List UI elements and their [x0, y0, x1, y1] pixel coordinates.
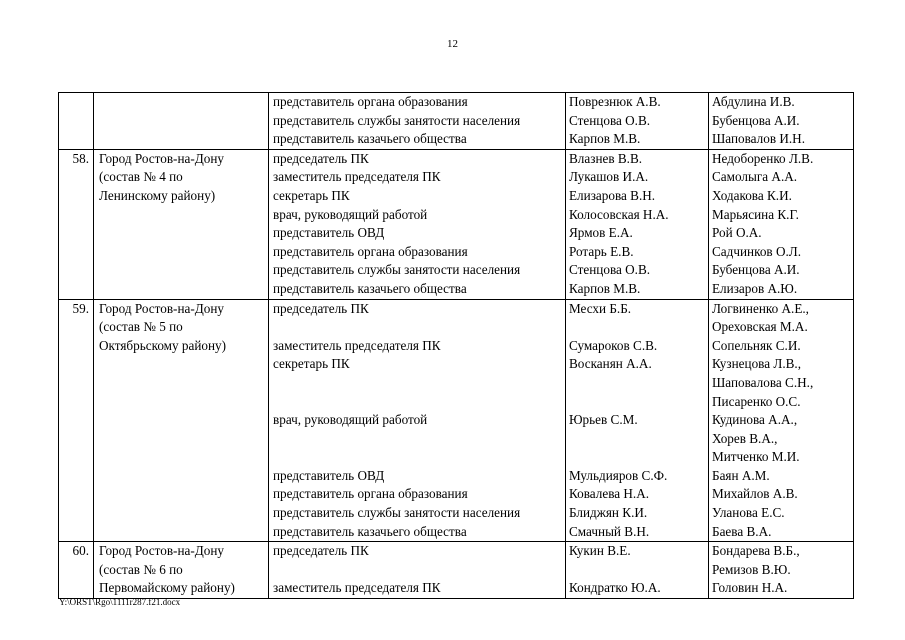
reserve-cell — [709, 542, 854, 599]
reserve-cell-line: Баян А.М. — [712, 467, 770, 483]
role-cell-line — [269, 430, 565, 449]
reserve-cell-line: Уланова Е.С. — [712, 505, 785, 521]
role-cell — [269, 93, 566, 150]
member-cell — [566, 93, 709, 150]
reserve-cell-line: Хорев В.А., — [712, 430, 778, 446]
member-cell — [566, 299, 709, 542]
role-cell-line: представитель органа образования — [273, 243, 468, 259]
role-cell-line: заместитель председателя ПК — [273, 169, 441, 185]
city-cell — [94, 542, 269, 599]
role-cell-line — [269, 318, 565, 337]
role-cell-line: председатель ПК — [273, 543, 369, 559]
city-cell-line: Ленинскому району) — [99, 187, 216, 203]
reserve-cell-line: Елизаров А.Ю. — [712, 280, 798, 296]
reserve-cell-line: Головин Н.А. — [712, 580, 788, 596]
role-cell-line: представитель органа образования — [273, 94, 468, 109]
reserve-cell-line: Рой О.А. — [712, 225, 762, 241]
reserve-cell-line: Садчинков О.Л. — [712, 243, 802, 259]
reserve-cell — [709, 93, 854, 150]
member-cell-line — [566, 374, 708, 393]
commission-table — [58, 92, 854, 599]
city-cell — [94, 299, 269, 542]
table-row — [59, 149, 854, 299]
member-cell — [566, 149, 709, 299]
role-cell — [269, 299, 566, 542]
member-cell-line: Лукашов И.А. — [569, 169, 649, 185]
member-cell-line — [566, 561, 708, 580]
role-cell-line: секретарь ПК — [273, 356, 350, 372]
role-cell-line: представитель казачьего общества — [273, 523, 467, 539]
reserve-cell-line: Шаповалов И.Н. — [712, 131, 805, 147]
role-cell-line — [269, 393, 565, 412]
commission-table-body — [59, 93, 854, 599]
role-cell-line — [269, 448, 565, 467]
member-cell-line: Ковалева Н.А. — [569, 486, 650, 502]
reserve-cell-line: Кудинова А.А., — [712, 412, 798, 428]
city-cell-line: Октябрьскому району) — [99, 337, 227, 353]
role-cell-line — [269, 374, 565, 393]
row-number — [59, 542, 94, 599]
reserve-cell-line: Кузнецова Л.В., — [712, 356, 802, 372]
role-cell-line: представитель казачьего общества — [273, 131, 467, 147]
member-cell-line: Восканян А.А. — [569, 356, 652, 372]
role-cell-line: представитель ОВД — [273, 225, 385, 241]
member-cell-line: Кондратко Ю.А. — [569, 580, 661, 596]
member-cell-line: Карпов М.В. — [569, 280, 641, 296]
member-cell-line: Стенцова О.В. — [569, 262, 651, 278]
member-cell-line: Колосовская Н.А. — [569, 206, 669, 222]
member-cell-line — [566, 318, 708, 337]
member-cell-line: Блиджян К.И. — [569, 505, 648, 521]
reserve-cell-line: Бубенцова А.И. — [712, 262, 800, 278]
reserve-cell-line: Самолыга А.А. — [712, 169, 798, 185]
reserve-cell-line: Бубенцова А.И. — [712, 112, 800, 128]
member-cell-line: Стенцова О.В. — [569, 112, 651, 128]
reserve-cell-line: Марьясина К.Г. — [712, 206, 799, 222]
role-cell-line: заместитель председателя ПК — [273, 580, 441, 596]
reserve-cell-line: Ремизов В.Ю. — [712, 561, 791, 577]
reserve-cell — [709, 299, 854, 542]
city-cell-line — [94, 93, 268, 112]
reserve-cell-line: Писаренко О.С. — [712, 393, 801, 409]
reserve-cell — [709, 149, 854, 299]
city-cell-line: (состав № 5 по — [99, 319, 183, 335]
row-number-line: 58. — [72, 150, 89, 166]
member-cell-line: Месхи Б.Б. — [569, 300, 632, 316]
reserve-cell-line: Михайлов А.В. — [712, 486, 798, 502]
role-cell-line: врач, руководящий работой — [273, 206, 428, 222]
reserve-cell-line: Шаповалова С.Н., — [712, 374, 814, 390]
member-cell-line: Елизарова В.Н. — [569, 187, 656, 203]
member-cell-line: Кукин В.Е. — [569, 543, 631, 559]
reserve-cell-line: Сопельняк С.И. — [712, 337, 801, 353]
role-cell-line: представитель органа образования — [273, 486, 468, 502]
city-cell-line: Город Ростов-на-Дону — [99, 543, 224, 559]
member-cell-line: Юрьев С.М. — [569, 412, 638, 428]
role-cell-line: представитель службы занятости населения — [273, 262, 521, 278]
member-cell-line — [566, 448, 708, 467]
member-cell-line: Карпов М.В. — [569, 131, 641, 147]
role-cell-line: представитель казачьего общества — [273, 280, 467, 296]
role-cell-line: представитель ОВД — [273, 467, 385, 483]
row-number — [59, 93, 94, 150]
role-cell-line: заместитель председателя ПК — [273, 337, 441, 353]
table-row — [59, 299, 854, 542]
reserve-cell-line: Абдулина И.В. — [712, 94, 795, 109]
member-cell-line: Мульдияров С.Ф. — [569, 467, 668, 483]
reserve-cell-line: Бондарева В.Б., — [712, 543, 800, 559]
member-cell-line: Ротарь Е.В. — [569, 243, 634, 259]
city-cell-line: Город Ростов-на-Дону — [99, 300, 224, 316]
row-number-line: 59. — [72, 300, 89, 316]
member-cell — [566, 542, 709, 599]
city-cell-line: (состав № 6 по — [99, 561, 183, 577]
role-cell — [269, 149, 566, 299]
role-cell-line: врач, руководящий работой — [273, 412, 428, 428]
role-cell-line: председатель ПК — [273, 300, 369, 316]
row-number-line: 60. — [72, 543, 89, 559]
member-cell-line — [566, 430, 708, 449]
reserve-cell-line: Митченко М.И. — [712, 449, 800, 465]
member-cell-line: Влазнев В.В. — [569, 150, 643, 166]
reserve-cell-line: Недоборенко Л.В. — [712, 150, 814, 166]
table-row — [59, 542, 854, 599]
reserve-cell-line: Логвиненко А.Е., — [712, 300, 809, 316]
row-number — [59, 299, 94, 542]
member-cell-line: Поврезнюк А.В. — [569, 94, 661, 109]
row-number-line — [59, 93, 93, 112]
city-cell — [94, 93, 269, 150]
reserve-cell-line: Ходакова К.И. — [712, 187, 792, 203]
file-path-footer: Y:\ORST\Rgo\1111r287.f21.docx — [59, 597, 181, 607]
member-cell-line: Сумароков С.В. — [569, 337, 658, 353]
role-cell-line: секретарь ПК — [273, 187, 350, 203]
row-number — [59, 149, 94, 299]
city-cell-line: Первомайскому району) — [99, 580, 235, 596]
city-cell-line: (состав № 4 по — [99, 169, 183, 185]
member-cell-line — [566, 393, 708, 412]
table-row — [59, 93, 854, 150]
city-cell-line: Город Ростов-на-Дону — [99, 150, 224, 166]
role-cell — [269, 542, 566, 599]
role-cell-line — [269, 561, 565, 580]
role-cell-line: представитель службы занятости населения — [273, 112, 521, 128]
page-number: 12 — [447, 38, 458, 50]
role-cell-line: председатель ПК — [273, 150, 369, 166]
member-cell-line: Смачный В.Н. — [569, 523, 650, 539]
role-cell-line: представитель службы занятости населения — [273, 505, 521, 521]
city-cell — [94, 149, 269, 299]
reserve-cell-line: Ореховская М.А. — [712, 319, 808, 335]
member-cell-line: Ярмов Е.А. — [569, 225, 633, 241]
reserve-cell-line: Баева В.А. — [712, 523, 772, 539]
